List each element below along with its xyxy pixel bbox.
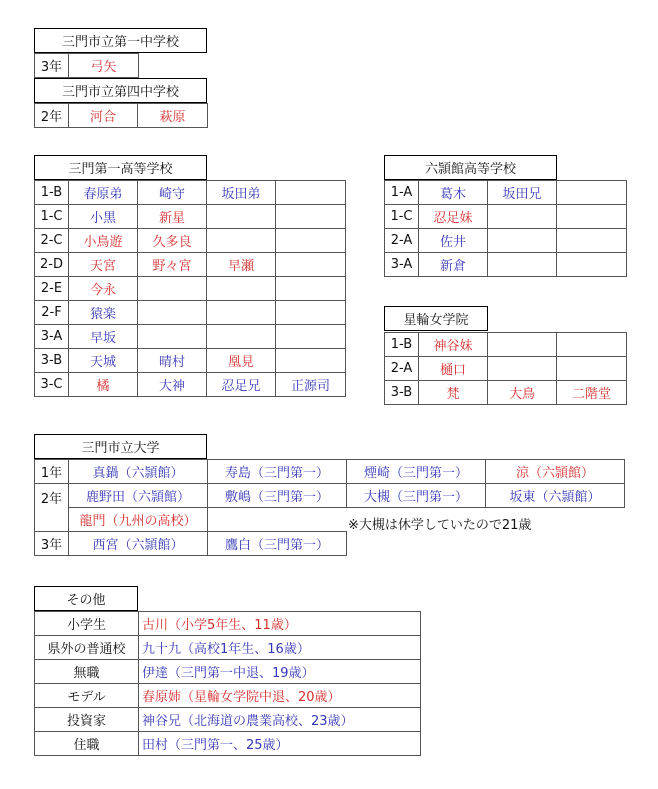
student-cell: 神谷妹 (419, 333, 488, 357)
student-cell (138, 277, 207, 301)
table-row (385, 205, 627, 229)
table-row (35, 708, 421, 732)
student-cell: 今永 (69, 277, 138, 301)
table-row (35, 660, 421, 684)
student-cell: 真鍋（六頴館） (69, 460, 208, 484)
student-cell (207, 325, 276, 349)
mikado-high-title: 三門第一高等学校 (34, 155, 207, 180)
class-label: 1-B (35, 181, 69, 205)
student-cell: 坂田弟 (207, 181, 276, 205)
student-cell (207, 301, 276, 325)
student-cell: 正源司 (276, 373, 346, 397)
student-cell: 佐井 (419, 229, 488, 253)
student-cell: 坂東（六頴館） (486, 484, 625, 508)
table-row (35, 229, 346, 253)
table-row (35, 484, 625, 508)
student-cell: 大鳥 (488, 381, 557, 405)
table-row (35, 636, 421, 660)
others-table (34, 611, 421, 756)
student-cell: 寿島（三門第一） (208, 460, 347, 484)
class-label: 2-F (35, 301, 69, 325)
class-label: 3-B (385, 381, 419, 405)
table-row (35, 612, 421, 636)
class-label: 3-B (35, 349, 69, 373)
student-cell (207, 205, 276, 229)
student-cell: 崎守 (138, 181, 207, 205)
student-cell: 坂田兄 (488, 181, 557, 205)
class-label: 1-A (385, 181, 419, 205)
student-cell: 忍足妹 (419, 205, 488, 229)
student-cell: 小黒 (69, 205, 138, 229)
school4-title: 三門市立第四中学校 (34, 78, 207, 103)
table-row (385, 181, 627, 205)
student-cell: 野々宮 (138, 253, 207, 277)
student-cell (488, 229, 557, 253)
student-cell: 早坂 (69, 325, 138, 349)
student-cell: 萩原 (138, 104, 208, 128)
mikado-high-table (34, 180, 346, 397)
person-cell: 伊達（三門第一中退、19歳） (139, 660, 421, 684)
table-row (35, 54, 139, 78)
table-row (35, 684, 421, 708)
student-cell: 橘 (69, 373, 138, 397)
student-cell (138, 325, 207, 349)
student-cell: 新倉 (419, 253, 488, 277)
table-row (35, 373, 346, 397)
student-cell: 天城 (69, 349, 138, 373)
student-cell (207, 277, 276, 301)
student-cell (557, 205, 627, 229)
empty-cell (347, 532, 625, 556)
table-row (35, 104, 208, 128)
student-cell (488, 205, 557, 229)
grade-label: 2年 (35, 484, 69, 532)
table-row (385, 357, 627, 381)
grade-label: 1年 (35, 460, 69, 484)
class-label: 2-A (385, 357, 419, 381)
university-table (34, 459, 625, 556)
university-note: ※大槻は休学していたので21歳 (348, 518, 532, 533)
student-cell: 久多良 (138, 229, 207, 253)
class-label: 1-C (35, 205, 69, 229)
school1-title: 三門市立第一中学校 (34, 28, 207, 53)
student-cell (488, 357, 557, 381)
student-cell (138, 301, 207, 325)
person-cell: 神谷兄（北海道の農業高校、23歳） (139, 708, 421, 732)
student-cell: 凰見 (207, 349, 276, 373)
category-label: 県外の普通校 (35, 636, 139, 660)
university-title: 三門市立大学 (34, 434, 207, 459)
student-cell: 晴村 (138, 349, 207, 373)
student-cell (557, 253, 627, 277)
seirin-table (384, 332, 627, 405)
category-label: 無職 (35, 660, 139, 684)
table-row (35, 277, 346, 301)
person-cell: 田村（三門第一、25歳） (139, 732, 421, 756)
student-cell: 鷹白（三門第一） (208, 532, 347, 556)
student-cell: 弓矢 (69, 54, 139, 78)
student-cell (276, 205, 346, 229)
student-cell (276, 229, 346, 253)
category-label: 投資家 (35, 708, 139, 732)
table-row (35, 349, 346, 373)
grade-label: 3年 (35, 54, 69, 78)
student-cell: 西宮（六頴館） (69, 532, 208, 556)
table-row (385, 253, 627, 277)
school4-table (34, 103, 208, 128)
school1-table (34, 53, 139, 78)
student-cell: 二階堂 (557, 381, 627, 405)
student-cell (488, 253, 557, 277)
table-row (35, 732, 421, 756)
student-cell (276, 181, 346, 205)
student-cell: 葛木 (419, 181, 488, 205)
student-cell: 河合 (69, 104, 138, 128)
class-label: 2-A (385, 229, 419, 253)
class-label: 3-A (35, 325, 69, 349)
student-cell: 忍足兄 (207, 373, 276, 397)
table-row (35, 532, 625, 556)
student-cell (557, 333, 627, 357)
student-cell: 新星 (138, 205, 207, 229)
table-row (35, 508, 625, 532)
class-label: 2-C (35, 229, 69, 253)
student-cell (557, 229, 627, 253)
person-cell: 九十九（高校1年生、16歳） (139, 636, 421, 660)
table-row (35, 325, 346, 349)
student-cell: 煙崎（三門第一） (347, 460, 486, 484)
student-cell (488, 333, 557, 357)
student-cell (557, 181, 627, 205)
empty-cell (208, 508, 347, 532)
student-cell: 梵 (419, 381, 488, 405)
table-row (35, 460, 625, 484)
class-label: 3-C (35, 373, 69, 397)
student-cell: 猿楽 (69, 301, 138, 325)
student-cell: 早瀬 (207, 253, 276, 277)
person-cell: 古川（小学5年生、11歳） (139, 612, 421, 636)
student-cell (276, 301, 346, 325)
student-cell: 龍門（九州の高校） (69, 508, 208, 532)
rokuken-high-title: 六頴館高等学校 (384, 155, 557, 180)
grade-label: 3年 (35, 532, 69, 556)
others-title: その他 (34, 586, 138, 611)
category-label: 住職 (35, 732, 139, 756)
person-cell: 春原姉（星輪女学院中退、20歳） (139, 684, 421, 708)
student-cell: 天宮 (69, 253, 138, 277)
table-row (385, 229, 627, 253)
student-cell (276, 277, 346, 301)
seirin-title: 星輪女学院 (384, 306, 488, 331)
table-row (35, 253, 346, 277)
table-row (35, 181, 346, 205)
table-row (385, 333, 627, 357)
student-cell (207, 229, 276, 253)
category-label: モデル (35, 684, 139, 708)
student-cell: 敷嶋（三門第一） (208, 484, 347, 508)
table-row (385, 381, 627, 405)
student-cell (557, 357, 627, 381)
student-cell: 涼（六頴館） (486, 460, 625, 484)
rokuken-high-table (384, 180, 627, 277)
student-cell: 鹿野田（六頴館） (69, 484, 208, 508)
category-label: 小学生 (35, 612, 139, 636)
class-label: 1-C (385, 205, 419, 229)
student-cell (276, 253, 346, 277)
student-cell: 小鳥遊 (69, 229, 138, 253)
class-label: 2-D (35, 253, 69, 277)
student-cell (276, 325, 346, 349)
table-row (35, 205, 346, 229)
class-label: 3-A (385, 253, 419, 277)
student-cell: 大槻（三門第一） (347, 484, 486, 508)
table-row (35, 301, 346, 325)
student-cell (276, 349, 346, 373)
class-label: 2-E (35, 277, 69, 301)
class-label: 1-B (385, 333, 419, 357)
student-cell: 大神 (138, 373, 207, 397)
student-cell: 樋口 (419, 357, 488, 381)
grade-label: 2年 (35, 104, 69, 128)
student-cell: 春原弟 (69, 181, 138, 205)
